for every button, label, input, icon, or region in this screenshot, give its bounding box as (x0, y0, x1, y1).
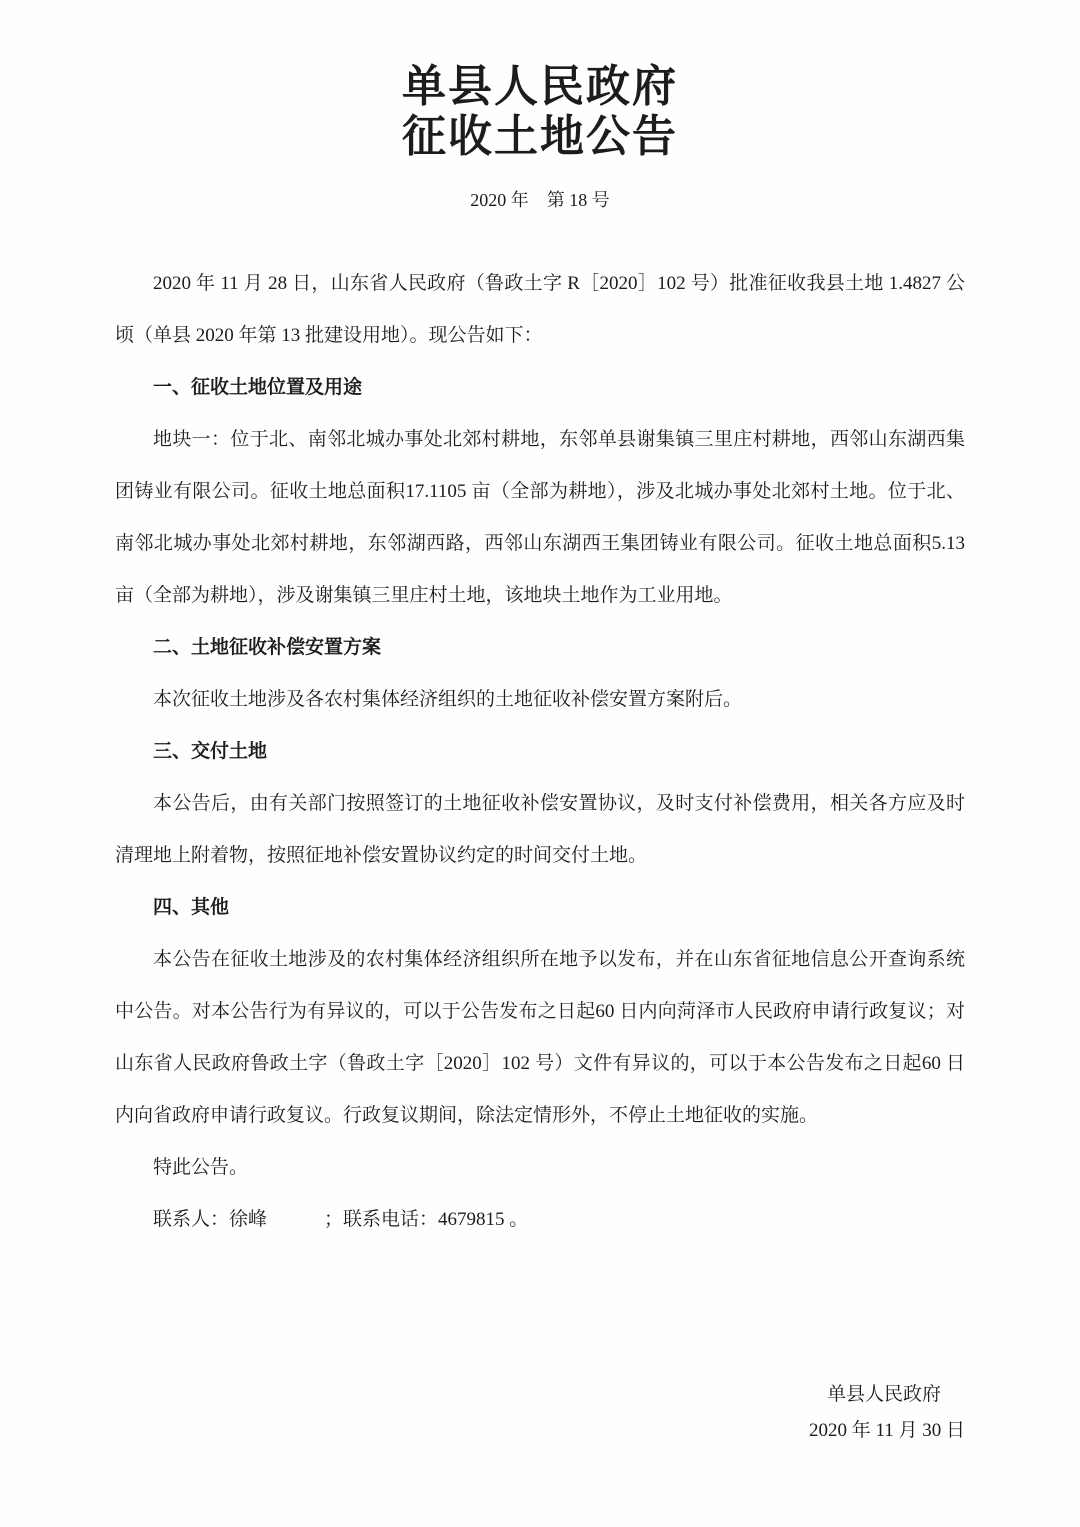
signature-block (809, 1377, 965, 1449)
section-4-paragraph: 本公告在征收土地涉及的农村集体经济组织所在地予以发布，并在山东省征地信息公开查询系统中公告。对本公告行为有异议的，可以于公告发布之日起60 日内向菏泽市人民政府申请行政复议；对山东省人民政府鲁政土字（鲁政土字［2020］102 号）文件有异议的，可以于本公告发布之日起60 日内向省政府申请行政复议。行政复议期间，除法定情形外，不停止土地征收的实施。 (115, 949, 965, 1126)
section-2-heading: 二、土地征收补偿安置方案 (153, 637, 382, 658)
contact-line: 联系人：徐峰 ；联系电话：4679815 。 (153, 1209, 529, 1230)
section-3-heading: 三、交付土地 (153, 741, 268, 762)
closing-statement: 特此公告。 (153, 1157, 249, 1178)
section-1-heading: 一、征收土地位置及用途 (153, 377, 363, 398)
document-number: 2020 年 第 18 号 (470, 190, 610, 210)
section-1-paragraph: 地块一：位于北、南邻北城办事处北郊村耕地，东邻单县谢集镇三里庄村耕地，西邻山东湖西集团铸业有限公司。征收土地总面积17.1105 亩（全部为耕地），涉及北城办事处北郊村土地。位于北、南邻北城办事处北郊村耕地，东邻湖西路，西邻山东湖西王集团铸业有限公司。征收土地总面积5.13 亩（全部为耕地），涉及谢集镇三里庄村土地，该地块土地作为工业用地。 (115, 429, 965, 606)
section-3-paragraph: 本公告后，由有关部门按照签订的土地征收补偿安置协议，及时支付补偿费用，相关各方应及时清理地上附着物，按照征地补偿安置协议约定的时间交付土地。 (115, 793, 965, 866)
section-2-paragraph: 本次征收土地涉及各农村集体经济组织的土地征收补偿安置方案附后。 (153, 689, 743, 710)
signature-date: 2020 年 11 月 30 日 (808, 1420, 965, 1441)
document-body (115, 258, 965, 1246)
document-title (115, 0, 965, 162)
signature-issuer: 单县人民政府 (826, 1384, 941, 1405)
intro-paragraph: 2020 年 11 月 28 日，山东省人民政府（鲁政土字 R［2020］102 号）批准征收我县土地 1.4827 公顷（单县 2020 年第 13 批建设用地）。现公告如下： (115, 273, 965, 346)
section-4-heading: 四、其他 (153, 897, 230, 918)
document-title-line-1: 单县人民政府 (402, 62, 678, 111)
document-title-line-2: 征收土地公告 (402, 112, 678, 161)
